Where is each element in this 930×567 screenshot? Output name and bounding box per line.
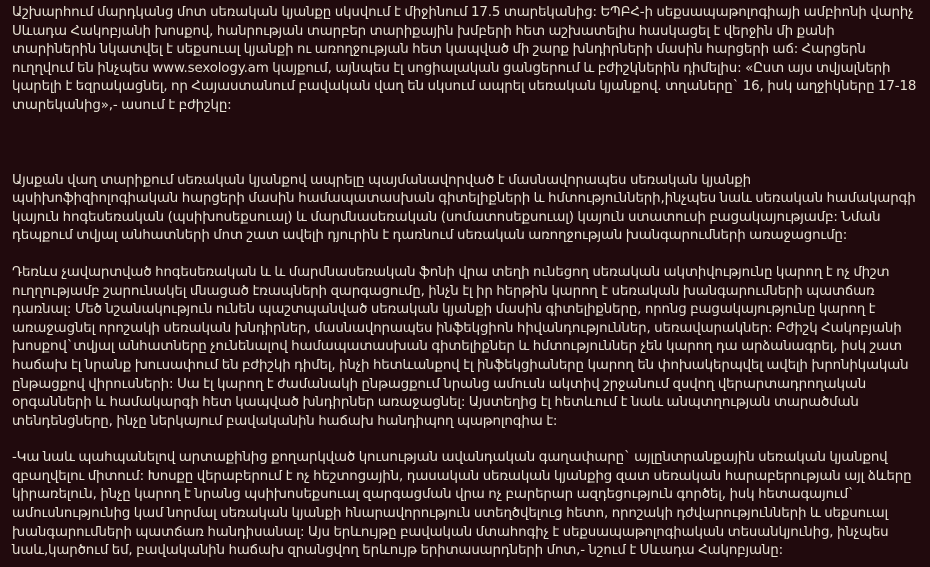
article-paragraph-4: -Կա նաև պահպանելով արտաքինից քողարկված կուսության ավանդական գաղափարը` այլընտրանքային սեռական կյանքով զբաղվելու միտում: Խոսքը վերաբերում է ոչ հեշտոցային, դասական սեռական կյանքից զատ սեռական հարաբերության այլ ձևերը կիրառելուն, ինչը կարող է նրանց պսիխոսեքսուալ զարգացման վրա ոչ բարերար ազդեցություն գործել, իսկ հետագայում` ամուսնությունից կամ նորմալ սեռական կյանքի հնարավորություն ստեղծվելուց հետո, որոշակի դժվարությունների և սեքսուալ խանգարումների պատճառ հանդիսանալ: Այս երևույթը բավական մտահոգիչ է սեքսապաթոլոգիական տեսանկյունից, ինչպես նաև,կարծում եմ, բավականին հաճախ զրանցվող երևույթ երիտասարդների մոտ,- նշում է Սևադա Հակոբյանը: (12, 450, 912, 559)
paragraph-spacer (12, 431, 920, 449)
paragraph-spacer (12, 116, 920, 172)
paragraph-spacer (12, 246, 920, 264)
article-paragraph-1: Աշխարհում մարդկանց մոտ սեռական կյանքը սկսվում է միջինում 17.5 տարեկանից: ԵՊԲՀ-ի սեքսապաթոլոգիայի ամբիոնի վարիչ Սևադա Հակոբյանի խոսքով, հանրության տարբեր տարիքային խմբերի հետ աշխատելիս հասկացել է վերջին մի քանի տարիներին նկատվել է սեքսուալ կյանքի ու առողջության հետ կապված մի շարք խնդիրների մասին հարցերի աճ: Հարցերն ուղղվում են ինչպես www.sexology.am կայքում, այնպես էլ սոցիալական ցանցերում և բժիշկներին դիմելիս: «Ըստ այս տվյալների կարելի է եզրակացնել, որ Հայաստանում բավական վաղ են սկսում ապրել սեռական կյանքով. տղաները` 16, իսկ աղջիկները 17-18 տարեկանից»,- ասում է բժիշկը: (12, 5, 917, 113)
article-paragraph-2: Այսքան վաղ տարիքում սեռական կյանքով ապրելը պայմանավորված է մասնավորապես սեռական կյանքի պսիխոֆիզիոլոգիական հարցերի մասին համապատասխան գիտելիքների և հմտությունների,ինչպես նաև սեռական համակարգի կայուն հոգեսեռական (պսիխոսեքսուալ) և մարմնասեռական (սոմատոսեքսուալ) կայուն ստատուսի բացակայությամբ: Նման դեպքում տվյալ անհատների մոտ շատ ավելի դյուրին է դառնում սեռական առողջության խանգարումների առաջացումը: (12, 172, 916, 244)
article-paragraph-3: Դեռևս չավարտված հոգեսեռական և և մարմնասեռական ֆոնի վրա տեղի ունեցող սեռական ակտիվությունը կարող է ոչ միշտ ուղղությամբ շարունակել մնացած էռապների զարգացումը, ինչն էլ իր հերթին կարող է սեռական խանգարումների պատճառ դառնալ: Մեծ նշանակություն ունեն պաշտպանված սեռական կյանքի մասին գիտելիքները, որոնց բացակայությունը կարող է առաջացնել որոշակի սեռական խնդիրներ, մասնավորապես ինֆեկցիոն հիվանդություններ, սեռավարակներ: Բժիշկ Հակոբյանի խոսքով`տվյալ անհատները չունենալով համապատասխան գիտելիքներ և հմտություններ չեն կարող դա արձանագրել, իսկ շատ հաճախ էլ նրանք խուսափում են բժիշկի դիմել, ինչի հետևանքով էլ ինֆեկցիաները կարող են փոխակերպվել ավելի խրոնիկական ընթացքով վիրուսների: Սա էլ կարող է ժամանակի ընթացքում նրանց ամուսն ակտիվ շրջանում զսվող վերարտադրողական օրգանների և համակարգի հետ կապված խնդիրներ առաջացնել: Այստեղից էլ հետևում է նաև անպտղության տարածման տենդենցները, ինչը ներկայում բավականին հաճախ հանդիպող պաթոլոգիա է: (12, 264, 909, 429)
